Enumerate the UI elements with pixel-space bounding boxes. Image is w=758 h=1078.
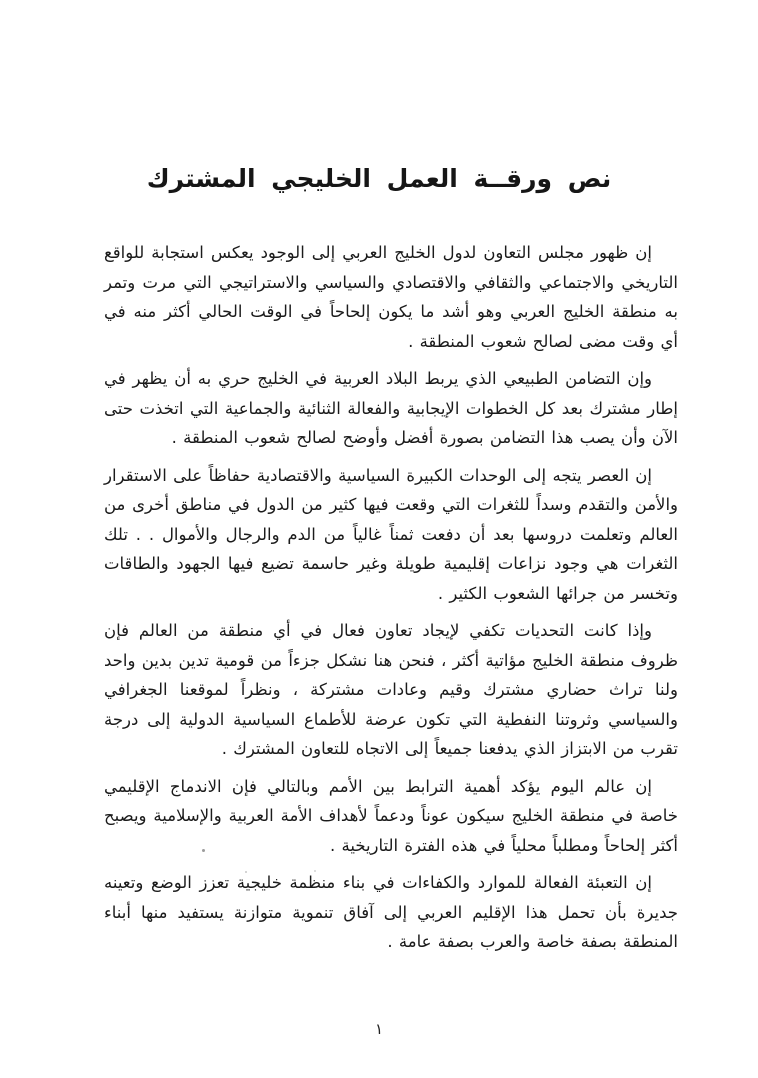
paragraph: إن العصر يتجه إلى الوحدات الكبيرة السياسية والاقتصادية حفاظاً على الاستقرار والأمن والتقدم وسداً للثغرات التي وقعت فيها كثير من الدول في مناطق أخرى من العالم وتعلمت دروسها بعد أن دفعت ثمناً غالياً من الدم والرجال والأموال . . تلك الثغرات هي وجود نزاعات إقليمية طويلة وغير حاسمة تضيع فيها الجهود والطاقات وتخسر من جرائها الشعوب الكثير . <box>104 465 678 603</box>
scan-speck <box>202 849 205 852</box>
page-title: نص ورقــة العمل الخليجي المشترك <box>146 164 612 193</box>
paragraph: وإذا كانت التحديات تكفي لإيجاد تعاون فعال في أي منطقة من العالم فإن ظروف منطقة الخليج مؤاتية أكثر ، فنحن هنا نشكل جزءاً من قومية تدين بدين واحد ولنا تراث حضاري مشترك وقيم وعادات مشتركة ، ونظراً لموقعنا الجغرافي والسياسي وثروتنا النفطية التي تكون عرضة للأطماع السياسية الدولية إلى درجة تقرب من الابتزاز الذي يدفعنا جميعاً إلى الاتجاه للتعاون المشترك . <box>104 621 678 758</box>
scan-speck <box>245 871 247 873</box>
paragraph: إن ظهور مجلس التعاون لدول الخليج العربي إلى الوجود يعكس استجابة للواقع التاريخي والاجتماعي والثقافي والاقتصادي والسياسي والاستراتيجي التي مرت وتمر به منطقة الخليج العربي وهو أشد ما يكون إلحاحاً في الوقت الحالي أكثر منه في أي وقت مضى لصالح شعوب المنطقة . <box>104 243 678 351</box>
scan-speck <box>314 870 316 872</box>
page-number: ١ <box>374 1020 384 1038</box>
paragraph: إن عالم اليوم يؤكد أهمية الترابط بين الأمم وبالتالي فإن الاندماج الإقليمي خاصة في منطقة الخليج سيكون عوناً ودعماً لأهداف الأمة العربية والإسلامية ويصبح أكثر إلحاحاً ومطلباً محلياً في هذه الفترة التاريخية . <box>104 776 678 855</box>
paragraph: وإن التضامن الطبيعي الذي يربط البلاد العربية في الخليج حري به أن يظهر في إطار مشترك بعد كل الخطوات الإيجابية والفعالة الثنائية والجماعية التي اتخذت حتى الآن وأن يصب هذا التضامن بصورة أفضل وأوضح لصالح شعوب المنطقة . <box>104 369 678 447</box>
paragraph: إن التعبئة الفعالة للموارد والكفاءات في بناء منظمة خليجية تعزز الوضع وتعينه جديرة بأن تحمل هذا الإقليم العربي إلى آفاق تنموية متوازنة يستفيد منها أبناء المنطقة بصفة خاصة والعرب بصفة عامة . <box>104 873 678 951</box>
document-body <box>104 238 678 965</box>
